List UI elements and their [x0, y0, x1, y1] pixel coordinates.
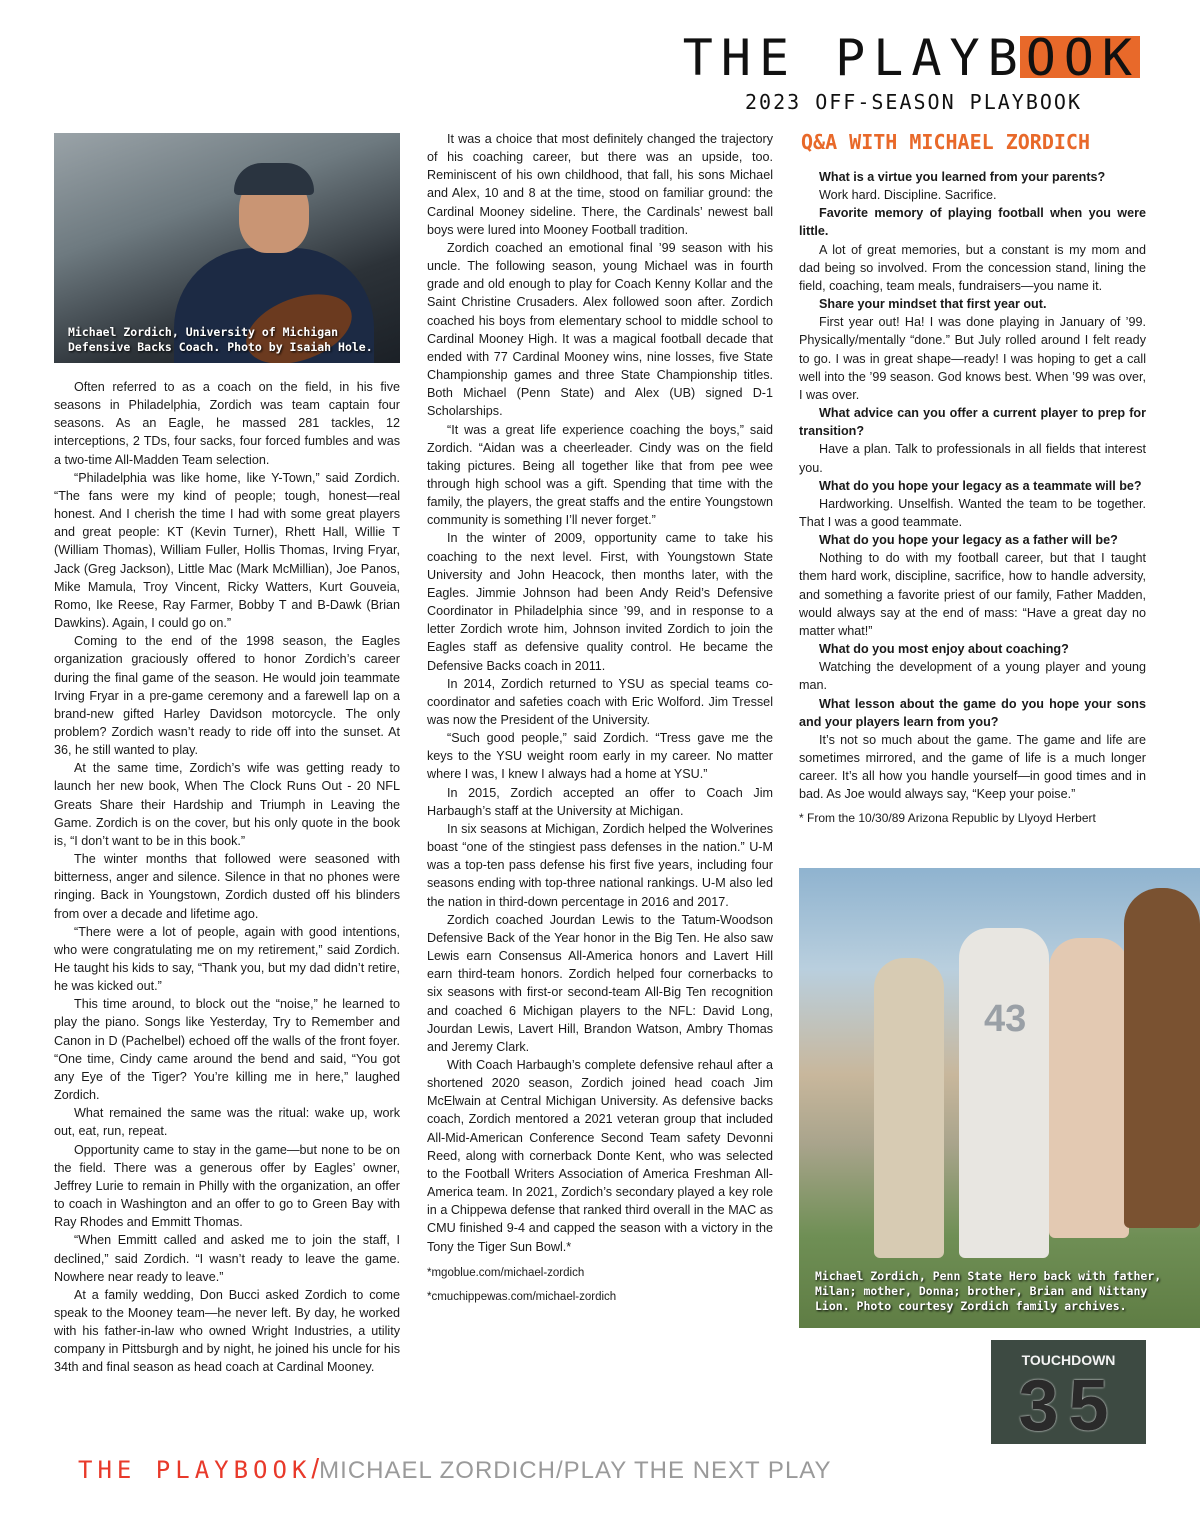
footer-brand: THE PLAYBOOK	[78, 1456, 312, 1484]
family-photo-caption: Michael Zordich, Penn State Hero back with father, Milan; mother, Donna; brother, Brian and Nittany Lion. Photo courtesy Zordich family archives.	[815, 1269, 1162, 1313]
qa-question: Share your mindset that first year out.	[819, 297, 1047, 312]
article-paragraph: The winter months that followed were seasoned with bitterness, anger and silence. Silence in that no phones were ringing. Back in Youngstown, Zordich dusted off his blinders from over a decade and lifetime ago.	[54, 852, 400, 921]
jersey-number: 43	[984, 998, 1027, 1040]
touchdown-label: TOUCHDOWN	[1021, 1352, 1116, 1368]
qa-answer: A lot of great memories, but a constant is my mom and dad being so involved. From the concession stand, lining the field, coaching, team meals, fundraisers—you name it.	[799, 242, 1146, 293]
nittany-lion-mascot	[1124, 888, 1200, 1228]
qa-answer: Hardworking. Unselfish. Wanted the team to be together. That I was a good teammate.	[799, 496, 1146, 529]
source-link: *cmuchippewas.com/michael-zordich	[427, 1290, 617, 1303]
article-paragraph: With Coach Harbaugh’s complete defensive rehaul after a shortened 2020 season, Zordich joined head coach Jim McElwain at Central Michigan University. As defensive backs coach, Zordich mentored a 2021 veteran group that included All-Mid-American Conference Second Team safety Devonni Reed, along with cornerback Donte Kent, who was selected to the Football Writers Association of America Freshman All-America team. In 2021, Zordich’s secondary played a key role in a Chippewa defense that ranked third overall in the MAC as CMU finished 9-4 and capped the season with a victory in the Tony the Tiger Sun Bowl.*	[427, 1057, 773, 1254]
article-paragraph: At a family wedding, Don Bucci asked Zordich to come speak to the Mooney team—he never left. By day, he worked with his father-in-law who owned Wright Industries, a utility company in Pittsburgh and by night, he joined his uncle for his 34th and final season as head coach at Cardinal Mooney.	[54, 1287, 400, 1375]
article-paragraph: Zordich coached Jourdan Lewis to the Tatum-Woodson Defensive Back of the Year honor in the Big Ten. He also saw Lewis earn Consensus All-America honors and Lavert Hill earn third-team honors. Zordich helped four cornerbacks to six seasons with first-or second-team All-Big Ten recognition and coached 6 Michigan players to the NFL: David Long, Jourdan Lewis, Lavert Hill, Brandon Watson, Ambry Thomas and Jeremy Clark.	[427, 912, 773, 1054]
article-paragraph: Opportunity came to stay in the game—but none to be on the field. There was a generous offer by Eagles’ owner, Jeffrey Lurie to remain in Philly with the organization, an offer to coach in Washington and an offer to go to Green Bay with Ray Rhodes and Emmitt Thomas.	[54, 1142, 400, 1230]
article-paragraph: In 2014, Zordich returned to YSU as special teams co-coordinator and safeties coach with Eric Wolford. Jim Tressel was now the President of the University.	[427, 676, 773, 727]
article-paragraph: Zordich coached an emotional final ’99 season with his uncle. The following season, young Michael was in fourth grade and old enough to play for Coach Kenny Kollar and the Saint Christine Crusaders. Alex followed soon after. Zordich coached his boys from elementary school to middle school to Cardinal Mooney High. It was a magical football decade that ended with 77 Cardinal Mooney wins, nine losses, five State Championship games and three State Championship titles. Both Michael (Penn State) and Alex (UB) signed D-1 Scholarships.	[427, 240, 773, 419]
magazine-title: THE PLAYBOOK	[682, 29, 1140, 87]
article-paragraph: Coming to the end of the 1998 season, the Eagles organization graciously offered to honor Zordich’s career during the final game of the season. He would join teammate Irving Fryar in a pre-game ceremony and a farewell lap on a brand-new gifted Harley Davidson motorcycle. The only problem? Zordich wasn’t ready to ride off into the sunset. At 36, he still wanted to play.	[54, 634, 400, 758]
touchdown-badge	[991, 1340, 1146, 1444]
page-footer	[78, 1453, 832, 1485]
article-paragraph: This time around, to block out the “noise,” he learned to play the piano. Songs like Yesterday, Try to Remember and Canon in D (Pachelbel) echoed off the walls of the front foyer. “One time, Cindy came around the bend and said, “You got any Eye of the Tiger? You’re killing me in here,” laughed Zordich.	[54, 997, 400, 1103]
source-link: *mgoblue.com/michael-zordich	[427, 1266, 585, 1279]
footer-slash: /	[311, 1453, 320, 1484]
masthead	[660, 29, 1140, 87]
qa-answer: Watching the development of a young player and young man.	[799, 660, 1146, 693]
family-figure-player	[959, 928, 1049, 1258]
qa-question: What do you hope your legacy as a teammate will be?	[819, 478, 1142, 493]
issue-subtitle: 2023 OFF-SEASON PLAYBOOK	[745, 90, 1082, 114]
article-paragraph: “It was a great life experience coaching the boys,” said Zordich. “Aidan was a cheerleader. Cindy was on the field taking pictures. Being all together like that from pee wee through high school was a gift. Spending that time with the family, the players, the great staffs and the entire Youngstown community is something I’ll never forget.”	[427, 422, 773, 528]
qa-answer: First year out! Ha! I was done playing in January of ’99. Physically/mentally “done.” But July rolled around I felt ready to go. I was in great shape—ready! I was hoping to get a call well into the ’99 season. God knows best. When ’99 was over, I was over.	[799, 315, 1146, 402]
qa-column	[799, 168, 1146, 828]
left-article-column	[54, 378, 400, 1377]
qa-answer: It’s not so much about the game. The game and life are sometimes mirrored, and the game of life is a much longer career. It’s all how you handle yourself—in good times and in bad. As Joe would always say, “Keep your poise.”	[799, 732, 1146, 802]
article-paragraph: It was a choice that most definitely changed the trajectory of his coaching career, but there was an upside, too. Reminiscent of his own childhood, that fall, his sons Michael and Alex, 10 and 8 at the time, stood on familiar ground: the Cardinal Mooney sideline. There, the Cardinals’ newest ball boys were lured into Mooney Football tradition.	[427, 132, 773, 237]
qa-heading: Q&A WITH MICHAEL ZORDICH	[801, 130, 1090, 154]
middle-article-column	[427, 130, 773, 1306]
qa-question: What advice can you offer a current player to prep for transition?	[799, 406, 1146, 439]
qa-answer: Work hard. Discipline. Sacrifice.	[819, 188, 997, 203]
article-paragraph: “There were a lot of people, again with good intentions, who were congratulating me on my retirement,” said Zordich. He taught his kids to say, “Thank you, but my dad didn’t retire, he was kicked out.”	[54, 924, 400, 994]
coach-photo	[54, 133, 400, 363]
qa-question: What is a virtue you learned from your parents?	[819, 170, 1106, 184]
article-paragraph: Often referred to as a coach on the field, in his five seasons in Philadelphia, Zordich was team captain four seasons. As an Eagle, he massed 281 tackles, 12 interceptions, 2 TDs, four sacks, four forced fumbles and was a two-time All-Madden Team selection.	[54, 380, 400, 467]
article-paragraph: What remained the same was the ritual: wake up, work out, eat, run, repeat.	[54, 1106, 400, 1139]
qa-question: What do you most enjoy about coaching?	[819, 642, 1069, 657]
article-paragraph: “Philadelphia was like home, like Y-Town,” said Zordich. “The fans were my kind of people; tough, honest—real honest. And I cherish the time I had with some great players and great people: KT (Kevin Turner), Rhett Hall, Willie T (William Thomas), William Fuller, Hollis Thomas, Irving Fryar, Jack (Greg Jackson), Little Mac (Mark McMillian), Joe Panos, Mike Mamula, Troy Vincent, Ricky Watters, Kurt Gouveia, Romo, Ike Reese, Ray Farmer, Bobby T and B-Dawk (Brian Dawkins). Again, I could go on.”	[54, 470, 400, 631]
coach-figure-cap	[234, 163, 314, 195]
family-figure-father	[874, 958, 944, 1258]
qa-answer: Nothing to do with my football career, but that I taught them hard work, discipline, sacrifice, how to handle adversity, and something a favorite priest of our family, Father Madden, would always say at the end of mass: “Have a great day no matter what!”	[799, 551, 1146, 638]
qa-question: Favorite memory of playing football when you were little.	[799, 206, 1146, 239]
article-paragraph: In the winter of 2009, opportunity came to take his coaching to the next level. First, with Youngstown State University and John Heacock, then months later, with the Eagles. Jimmie Johnson had been Andy Reid’s Defensive Coordinator in Philadelphia since ’99, and in response to a letter Zordich wrote him, Johnson invited Zordich to join the Eagles staff as defensive quality control. He became the Defensive Backs coach in 2011.	[427, 531, 773, 673]
footer-section: MICHAEL ZORDICH/PLAY THE NEXT PLAY	[319, 1457, 832, 1484]
article-paragraph: In six seasons at Michigan, Zordich helped the Wolverines boast “one of the stingiest pass defenses in the nation.” U-M was a top-ten pass defense his first five years, including four seasons ending with top-three national rankings. U-M also led the nation in third-down percentage in 2016 and 2017.	[427, 821, 773, 909]
article-paragraph: “When Emmitt called and asked me to join the staff, I declined,” said Zordich. “I wasn’t ready to leave the game. Nowhere near ready to leave.”	[54, 1233, 400, 1284]
qa-answer: Have a plan. Talk to professionals in all fields that interest you.	[799, 442, 1146, 475]
qa-question: What lesson about the game do you hope your sons and your players learn from you?	[799, 696, 1146, 729]
qa-question: What do you hope your legacy as a father will be?	[819, 533, 1118, 548]
page-number: 35	[1018, 1366, 1119, 1444]
coach-photo-caption: Michael Zordich, University of Michigan Defensive Backs Coach. Photo by Isaiah Hole.	[68, 325, 373, 354]
family-photo	[799, 868, 1200, 1328]
family-figure-mother	[1049, 938, 1129, 1238]
article-paragraph: In 2015, Zordich accepted an offer to Coach Jim Harbaugh’s staff at the University at Michigan.	[427, 785, 773, 818]
qa-source-note: * From the 10/30/89 Arizona Republic by Llyoyd Herbert	[799, 811, 1096, 826]
article-paragraph: “Such good people,” said Zordich. “Tress gave me the keys to the YSU weight room early in my career. No matter where I was, I knew I always had a home at YSU.”	[427, 731, 773, 782]
article-paragraph: At the same time, Zordich’s wife was getting ready to launch her new book, When The Clock Runs Out - 20 NFL Greats Share their Hardship and Triumph in Leaving the Game. Zordich is on the cover, but his only quote in the book is, “I don’t want to be in this book.”	[54, 761, 400, 848]
